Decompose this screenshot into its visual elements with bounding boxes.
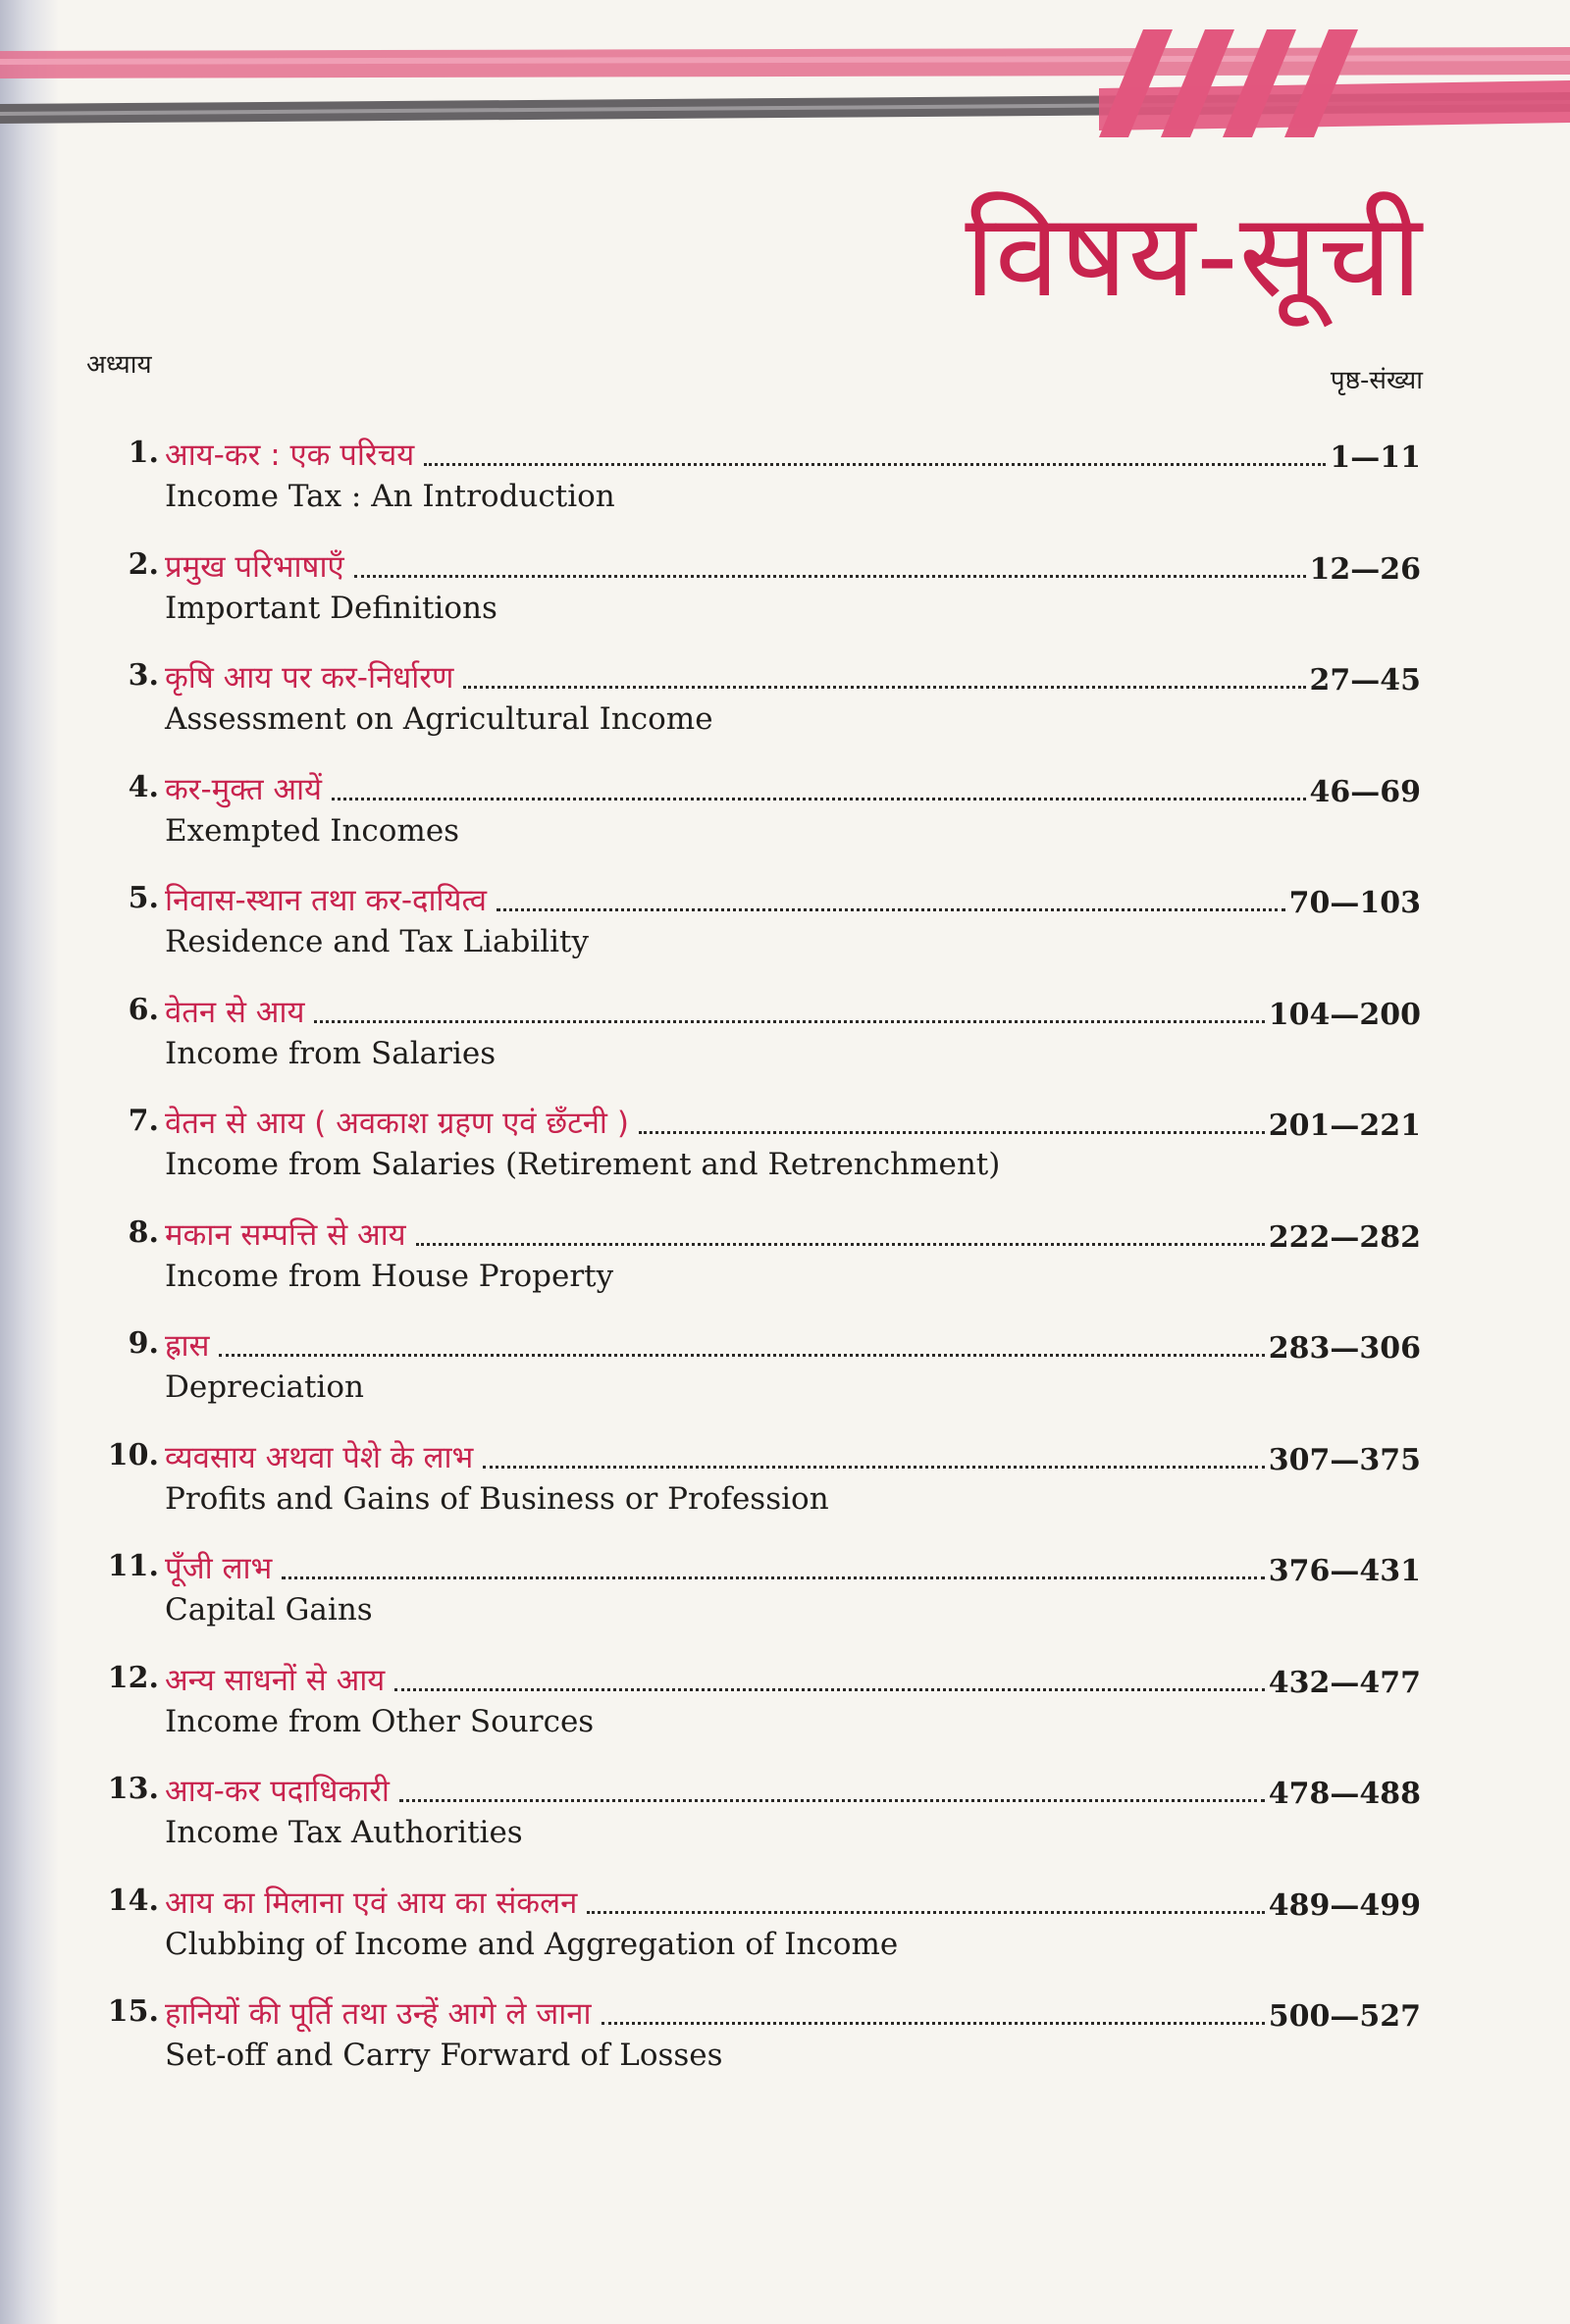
chapter-title-hindi: अन्य साधनों से आय (165, 1662, 386, 1698)
chapter-title-english: Depreciation (165, 1369, 364, 1405)
toc-entry-2[interactable] (98, 543, 1421, 655)
dot-leader (602, 2022, 1265, 2025)
chapter-number: 4. (128, 769, 159, 804)
chapter-number: 9. (128, 1326, 159, 1361)
chapter-title-hindi: आय-कर : एक परिचय (165, 438, 415, 473)
toc-entry-4[interactable] (98, 766, 1421, 878)
toc-entry-6[interactable] (98, 989, 1421, 1101)
page-range: 46—69 (1309, 774, 1421, 809)
dot-leader (282, 1576, 1264, 1579)
dot-leader (497, 908, 1285, 911)
chapter-number: 13. (107, 1772, 159, 1806)
chapter-number: 6. (128, 992, 159, 1027)
page-range: 104—200 (1268, 997, 1421, 1032)
table-of-contents (98, 432, 1421, 2102)
dot-leader (399, 1799, 1265, 1802)
toc-entry-8[interactable] (98, 1212, 1421, 1323)
chapter-title-english: Assessment on Agricultural Income (165, 701, 713, 737)
chapter-title-hindi: वेतन से आय (165, 994, 305, 1030)
toc-entry-13[interactable] (98, 1768, 1421, 1880)
dot-leader (639, 1131, 1265, 1134)
dot-leader (314, 1020, 1264, 1023)
chapter-title-hindi: आय का मिलाना एवं आय का संकलन (165, 1885, 578, 1921)
toc-entry-10[interactable] (98, 1434, 1421, 1546)
page-range: 12—26 (1309, 551, 1421, 587)
dot-leader (463, 686, 1305, 689)
dot-leader (424, 463, 1326, 466)
chapter-title-hindi: पूँजी लाभ (165, 1551, 273, 1586)
chapter-column-heading: अध्याय (86, 350, 152, 380)
dot-leader (483, 1466, 1264, 1469)
chapter-title-hindi: मकान सम्पत्ति से आय (165, 1216, 406, 1253)
page-range: 283—306 (1268, 1331, 1421, 1366)
page-range: 222—282 (1268, 1219, 1421, 1255)
chapter-title-hindi: हानियों की पूर्ति तथा उन्हें आगे ले जाना (165, 1996, 592, 2032)
page-range: 432—477 (1268, 1665, 1421, 1700)
chapter-title-english: Income from House Property (165, 1258, 614, 1294)
page-range: 201—221 (1268, 1109, 1421, 1143)
chapter-number: 5. (128, 881, 159, 915)
page-range: 1—11 (1330, 440, 1421, 475)
chapter-title-english: Set-off and Carry Forward of Losses (165, 2038, 723, 2073)
chapter-title-english: Income Tax Authorities (165, 1815, 523, 1850)
chapter-title-hindi: निवास-स्थान तथा कर-दायित्व (165, 883, 487, 918)
chapter-number: 14. (107, 1883, 159, 1918)
chapter-title-hindi: व्यवसाय अथवा पेशे के लाभ (165, 1439, 474, 1475)
chapter-title-hindi: वेतन से आय ( अवकाश ग्रहण एवं छँटनी ) (165, 1106, 629, 1141)
chapter-title-english: Income from Salaries (165, 1035, 497, 1071)
page-range: 500—527 (1268, 1999, 1421, 2034)
chapter-title-hindi: आय-कर पदाधिकारी (165, 1774, 390, 1809)
chapter-number: 1. (128, 436, 159, 470)
chapter-title-english: Important Definitions (165, 590, 497, 626)
chapter-title-english: Clubbing of Income and Aggregation of Income (165, 1926, 899, 1962)
toc-entry-11[interactable] (98, 1545, 1421, 1657)
toc-entry-3[interactable] (98, 654, 1421, 766)
page-edge-shadow (0, 0, 59, 2324)
chapter-title-english: Income Tax : An Introduction (165, 479, 615, 514)
toc-entry-1[interactable] (98, 432, 1421, 543)
chapter-title-english: Income from Salaries (Retirement and Retrenchment) (165, 1147, 1001, 1182)
page-number-column-heading: पृष्ठ-संख्या (1330, 366, 1423, 395)
chapter-number: 15. (107, 1994, 159, 2029)
toc-entry-15[interactable] (98, 1990, 1421, 2102)
toc-entry-12[interactable] (98, 1657, 1421, 1769)
chapter-title-hindi: ह्रास (165, 1328, 210, 1364)
dot-leader (416, 1243, 1265, 1246)
chapter-title-hindi: प्रमुख परिभाषाएँ (165, 548, 344, 585)
page-range: 478—488 (1268, 1777, 1421, 1811)
dot-leader (394, 1688, 1264, 1691)
chapter-title-english: Profits and Gains of Business or Profession (165, 1480, 829, 1517)
chapter-number: 2. (128, 546, 159, 582)
page-range: 376—431 (1268, 1554, 1421, 1588)
toc-entry-9[interactable] (98, 1322, 1421, 1434)
chapter-title-hindi: कर-मुक्त आयें (165, 771, 323, 807)
chapter-number: 11. (107, 1549, 159, 1583)
chapter-title-english: Income from Other Sources (165, 1703, 595, 1739)
dot-leader (332, 798, 1305, 800)
page-range: 307—375 (1268, 1442, 1421, 1477)
dot-leader (219, 1354, 1264, 1357)
page-range: 489—499 (1268, 1887, 1421, 1923)
dot-leader (354, 575, 1306, 578)
chapter-title-english: Capital Gains (165, 1592, 373, 1627)
page-range: 70—103 (1288, 886, 1421, 920)
toc-entry-14[interactable] (98, 1880, 1421, 1991)
chapter-title-english: Residence and Tax Liability (165, 924, 590, 959)
toc-entry-5[interactable] (98, 877, 1421, 989)
toc-entry-7[interactable] (98, 1100, 1421, 1212)
chapter-number: 10. (107, 1437, 159, 1472)
page-range: 27—45 (1309, 663, 1421, 697)
chapter-number: 7. (128, 1104, 159, 1138)
chapter-title-english: Exempted Incomes (165, 812, 460, 849)
chapter-number: 3. (128, 658, 159, 693)
chapter-number: 12. (107, 1660, 159, 1695)
decorative-header-band (0, 29, 1570, 177)
chapter-number: 8. (128, 1214, 159, 1250)
chapter-title-hindi: कृषि आय पर कर-निर्धारण (165, 660, 454, 696)
page-title: विषय-सूची (965, 187, 1423, 323)
dot-leader (587, 1911, 1264, 1914)
